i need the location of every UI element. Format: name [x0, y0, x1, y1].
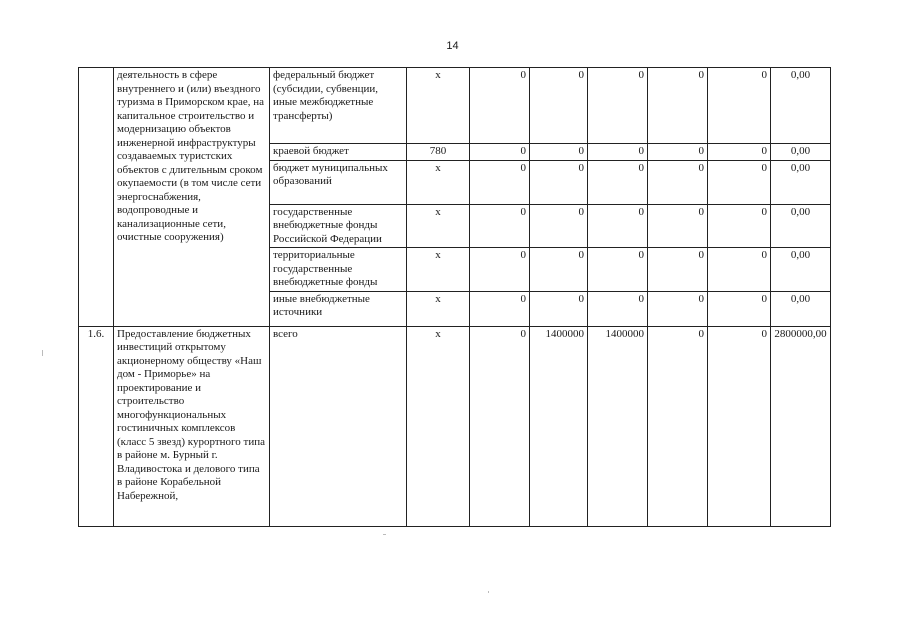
- value-cell: 0: [648, 248, 708, 292]
- funding-source: федеральный бюджет (субсидии, субвенции, иные межбюджетные трансферты): [270, 68, 407, 144]
- funding-source: территориальные государственные внебюджетные фонды: [270, 248, 407, 292]
- value-cell: 0: [648, 291, 708, 326]
- total-cell: 0,00: [771, 291, 831, 326]
- value-cell: 0: [648, 326, 708, 526]
- budget-code: x: [407, 68, 470, 144]
- total-cell: 0,00: [771, 204, 831, 248]
- value-cell: 0: [530, 68, 588, 144]
- page-number: 14: [446, 40, 459, 52]
- value-cell: 0: [530, 291, 588, 326]
- value-cell: 0: [588, 248, 648, 292]
- value-cell: 0: [588, 144, 648, 161]
- total-cell: 0,00: [771, 144, 831, 161]
- value-cell: 0: [708, 160, 771, 204]
- value-cell: 0: [708, 291, 771, 326]
- value-cell: 0: [708, 68, 771, 144]
- value-cell: 0: [588, 160, 648, 204]
- total-cell: 0,00: [771, 160, 831, 204]
- value-cell: 0: [708, 326, 771, 526]
- budget-code: x: [407, 291, 470, 326]
- funding-source: бюджет муниципальных образований: [270, 160, 407, 204]
- total-cell: 2800000,00: [771, 326, 831, 526]
- value-cell: 0: [588, 291, 648, 326]
- scan-mark: [383, 534, 386, 535]
- value-cell: 0: [530, 204, 588, 248]
- funding-source: государственные внебюджетные фонды Российской Федерации: [270, 204, 407, 248]
- scan-mark: [488, 591, 489, 593]
- value-cell: 0: [588, 204, 648, 248]
- row-index-cell: [79, 68, 114, 327]
- value-cell: 0: [470, 68, 530, 144]
- total-cell: 0,00: [771, 248, 831, 292]
- budget-code: x: [407, 204, 470, 248]
- funding-source: иные внебюджетные источники: [270, 291, 407, 326]
- funding-source: всего: [270, 326, 407, 526]
- table-row: [79, 68, 831, 144]
- value-cell: 0: [648, 204, 708, 248]
- scan-mark: [42, 350, 43, 356]
- value-cell: 1400000: [530, 326, 588, 526]
- value-cell: 1400000: [588, 326, 648, 526]
- activity-description: деятельность в сфере внутреннего и (или) въездного туризма в Приморском крае, на капитальное строительство и модернизацию объектов инженерной инфраструктуры создаваемых туристских объектов с длительным сроком окупаемости (в том числе сети энергоснабжения, водопроводные и канализационные сети, очистные сооружения): [114, 68, 270, 327]
- value-cell: 0: [530, 160, 588, 204]
- budget-code: x: [407, 326, 470, 526]
- value-cell: 0: [708, 204, 771, 248]
- value-cell: 0: [470, 160, 530, 204]
- value-cell: 0: [530, 248, 588, 292]
- total-cell: 0,00: [771, 68, 831, 144]
- value-cell: 0: [708, 248, 771, 292]
- value-cell: 0: [588, 68, 648, 144]
- value-cell: 0: [470, 291, 530, 326]
- value-cell: 0: [470, 326, 530, 526]
- value-cell: 0: [708, 144, 771, 161]
- budget-code: x: [407, 248, 470, 292]
- value-cell: 0: [470, 204, 530, 248]
- value-cell: 0: [648, 160, 708, 204]
- row-index: 1.6.: [79, 326, 114, 526]
- funding-source: краевой бюджет: [270, 144, 407, 161]
- value-cell: 0: [648, 68, 708, 144]
- value-cell: 0: [648, 144, 708, 161]
- value-cell: 0: [530, 144, 588, 161]
- value-cell: 0: [470, 248, 530, 292]
- table-row: [79, 326, 831, 526]
- budget-code: 780: [407, 144, 470, 161]
- value-cell: 0: [470, 144, 530, 161]
- budget-table: [78, 67, 831, 527]
- activity-description: Предоставление бюджетных инвестиций открытому акционерному обществу «Наш дом - Приморье» на проектирование и строительство многофункциональных гостиничных комплексов (класс 5 звезд) курортного типа в районе м. Бурный г. Владивостока и делового типа в районе Корабельной Набережной,: [114, 326, 270, 526]
- budget-code: x: [407, 160, 470, 204]
